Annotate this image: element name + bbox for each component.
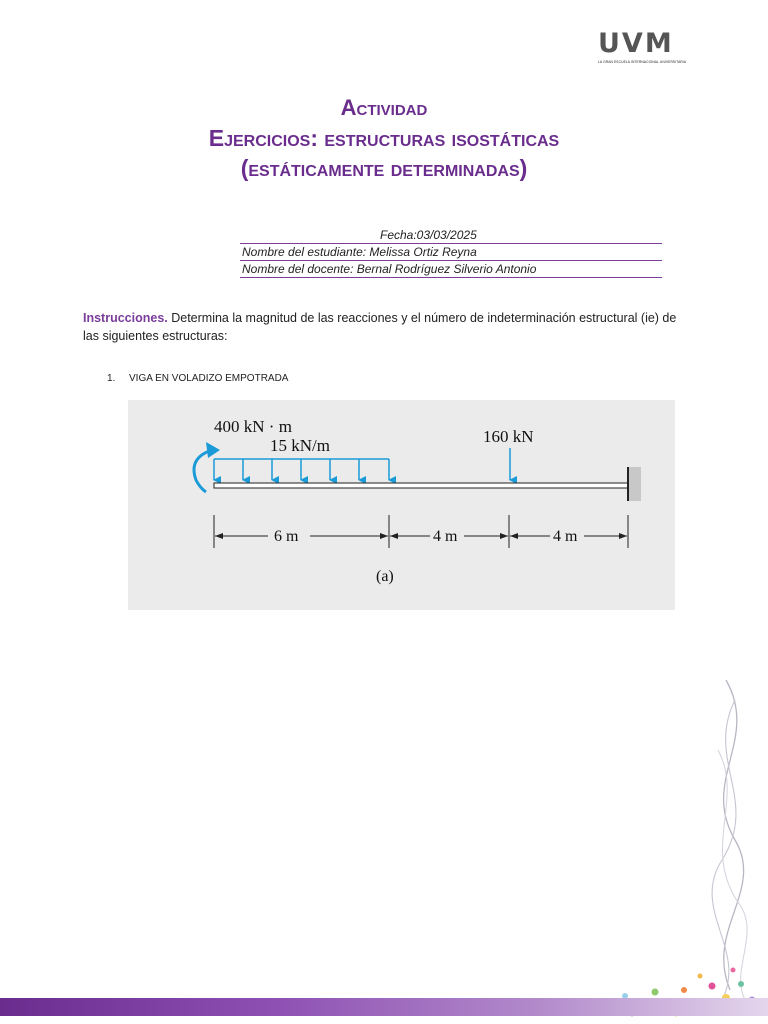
point-load-label: 160 kN [483,427,534,446]
title-line-3: (estáticamente determinadas) [240,155,528,181]
student-text: Nombre del estudiante: Melissa Ortiz Reyna [242,245,477,259]
dimension-label-3: 4 m [553,528,578,545]
date-text: Fecha:03/03/2025 [380,228,477,242]
instructions-text: Determina la magnitud de las reacciones y el número de indeterminación estructural (ie) de las siguientes estructuras: [83,311,677,343]
moment-label: 400 kN · m [214,417,292,436]
dimension-label-1: 6 m [274,528,299,545]
distributed-load-label: 15 kN/m [270,436,330,455]
list-item-label: VIGA EN VOLADIZO EMPOTRADA [129,373,289,384]
instructions-lead: Instrucciones. [83,311,168,325]
footer-bar [0,998,768,1016]
title-line-2: Ejercicios: estructuras isostáticas [208,125,560,151]
dimension-label-2: 4 m [433,528,458,545]
title-line-1: Actividad [340,95,428,120]
list-item-number: 1. [107,373,116,384]
figure-caption: (a) [376,568,394,585]
teacher-text: Nombre del docente: Bernal Rodríguez Silverio Antonio [242,262,537,276]
logo-text: UVM [598,28,674,59]
logo-tagline: LA GRAN ESCUELA INTERNACIONAL UNIVERSITARIA [598,60,687,64]
